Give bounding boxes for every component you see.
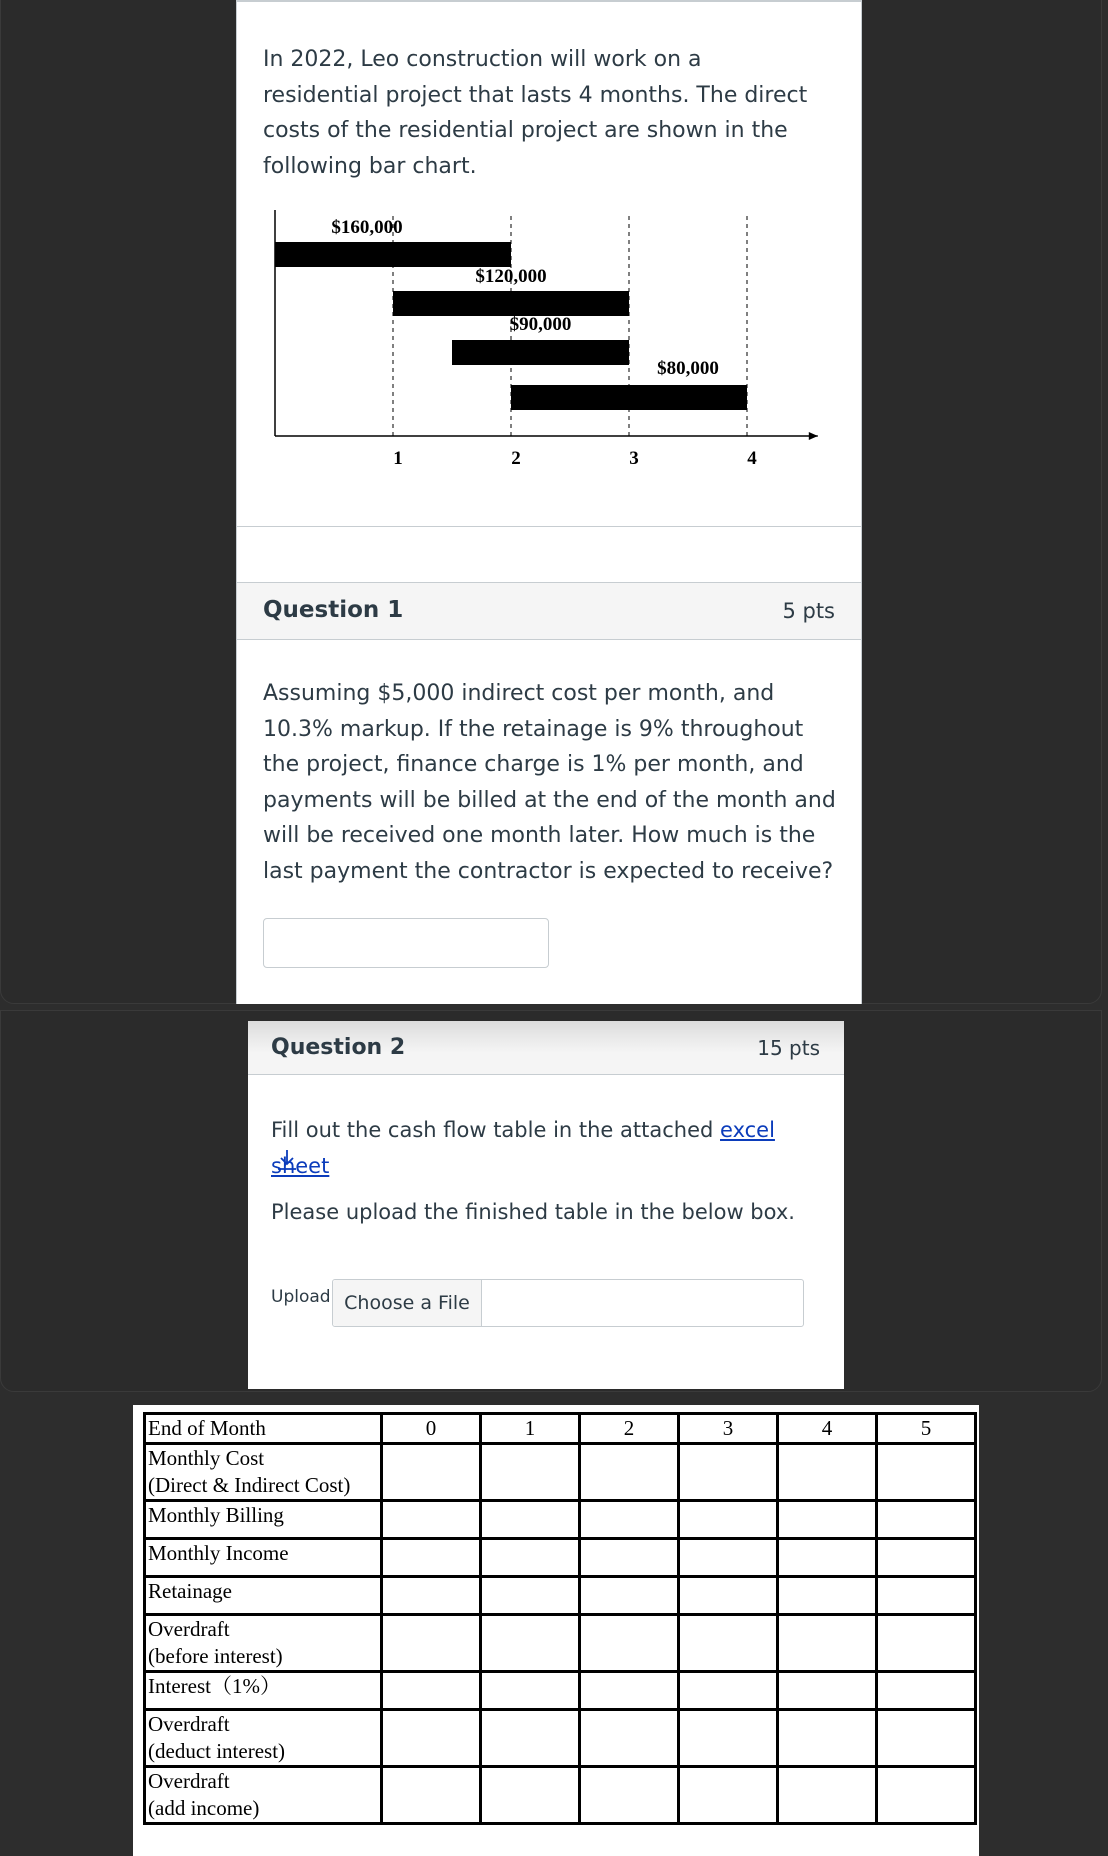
table-cell-month-4 xyxy=(778,1539,877,1577)
question-1-header xyxy=(237,582,861,640)
table-cell-month-3 xyxy=(679,1767,778,1824)
bar-cost-label-A: $160,000 xyxy=(331,217,403,238)
x-tick-label-1: 1 xyxy=(393,448,403,469)
header-month-4: 4 xyxy=(778,1414,877,1444)
table-row xyxy=(145,1672,976,1710)
question-2-text-prefix: Fill out the cash flow table in the attached xyxy=(271,1118,721,1142)
table-cell-month-4 xyxy=(778,1444,877,1501)
row-label xyxy=(145,1501,382,1539)
table-cell-month-4 xyxy=(778,1710,877,1767)
header-month-5: 5 xyxy=(877,1414,976,1444)
table-cell-month-4 xyxy=(778,1501,877,1539)
table-cell-month-3 xyxy=(679,1672,778,1710)
table-cell-month-2 xyxy=(580,1501,679,1539)
question-1-title: Question 1 xyxy=(263,597,404,623)
table-cell-month-2 xyxy=(580,1539,679,1577)
intro-text: In 2022, Leo construction will work on a residential project that lasts 4 months. The direct costs of the residential project are shown in the following bar chart. xyxy=(263,47,808,179)
table-cell-month-5 xyxy=(877,1577,976,1615)
table-row xyxy=(145,1444,976,1501)
x-tick-label-3: 3 xyxy=(629,448,639,469)
x-tick-label-2: 2 xyxy=(511,448,521,469)
table-cell-month-3 xyxy=(679,1444,778,1501)
table-cell-month-5 xyxy=(877,1767,976,1824)
row-label-line1: Overdraft xyxy=(148,1712,230,1736)
table-cell-month-0 xyxy=(382,1672,481,1710)
table-cell-month-5 xyxy=(877,1615,976,1672)
table-row xyxy=(145,1767,976,1824)
table-cell-month-1 xyxy=(481,1444,580,1501)
row-label-line1: Monthly Income xyxy=(148,1541,289,1565)
table-cell-month-0 xyxy=(382,1501,481,1539)
upload-instruction: Please upload the finished table in the below box. xyxy=(271,1200,795,1224)
question-2-points: 15 pts xyxy=(757,1036,820,1060)
table-row xyxy=(145,1710,976,1767)
question-2-title: Question 2 xyxy=(271,1035,406,1060)
cash-flow-table xyxy=(143,1412,977,1825)
table-cell-month-3 xyxy=(679,1710,778,1767)
table-row xyxy=(145,1501,976,1539)
table-cell-month-0 xyxy=(382,1767,481,1824)
bar-letter-B: B xyxy=(505,298,517,314)
table-cell-month-3 xyxy=(679,1501,778,1539)
table-row xyxy=(145,1577,976,1615)
table-cell-month-1 xyxy=(481,1539,580,1577)
row-label-line2: (before interest) xyxy=(148,1644,283,1668)
table-cell-month-0 xyxy=(382,1539,481,1577)
header-month-2: 2 xyxy=(580,1414,679,1444)
download-icon[interactable] xyxy=(274,1147,300,1173)
table-cell-month-4 xyxy=(778,1767,877,1824)
header-month-0: 0 xyxy=(382,1414,481,1444)
bar-letter-D: D xyxy=(623,394,635,410)
row-label xyxy=(145,1710,382,1767)
table-cell-month-5 xyxy=(877,1710,976,1767)
table-header-row xyxy=(145,1414,976,1444)
bar-cost-label-D: $80,000 xyxy=(657,358,719,379)
row-label xyxy=(145,1672,382,1710)
row-label-line2: (deduct interest) xyxy=(148,1739,286,1763)
table-cell-month-0 xyxy=(382,1710,481,1767)
row-label-line1: Monthly Cost xyxy=(148,1446,265,1470)
table-cell-month-2 xyxy=(580,1615,679,1672)
table-cell-month-0 xyxy=(382,1615,481,1672)
bar-letter-C: C xyxy=(535,347,546,363)
table-cell-month-0 xyxy=(382,1444,481,1501)
table-cell-month-5 xyxy=(877,1672,976,1710)
table-cell-month-2 xyxy=(580,1444,679,1501)
table-cell-month-3 xyxy=(679,1577,778,1615)
header-end-of-month: End of Month xyxy=(145,1414,382,1444)
row-label-line1: Overdraft xyxy=(148,1769,230,1793)
row-label-line1: Interest（1%） xyxy=(148,1674,281,1698)
cost-bar-chart xyxy=(237,202,861,482)
table-row xyxy=(145,1615,976,1672)
table-row xyxy=(145,1539,976,1577)
row-label-line1: Monthly Billing xyxy=(148,1503,284,1527)
x-tick-label-4: 4 xyxy=(747,448,757,469)
table-cell-month-4 xyxy=(778,1615,877,1672)
header-month-1: 1 xyxy=(481,1414,580,1444)
table-cell-month-2 xyxy=(580,1577,679,1615)
upload-label: Upload xyxy=(271,1287,331,1307)
row-label xyxy=(145,1444,382,1501)
question-2-text xyxy=(271,1113,831,1184)
table-cell-month-5 xyxy=(877,1539,976,1577)
question-2-header xyxy=(248,1021,844,1075)
question-1-points: 5 pts xyxy=(782,599,835,623)
table-cell-month-1 xyxy=(481,1501,580,1539)
table-cell-month-2 xyxy=(580,1767,679,1824)
bar-letter-A: A xyxy=(387,249,399,265)
row-label-line1: Retainage xyxy=(148,1579,232,1603)
x-axis-arrow xyxy=(809,432,818,440)
chart-divider xyxy=(237,526,861,527)
table-cell-month-1 xyxy=(481,1615,580,1672)
table-cell-month-2 xyxy=(580,1710,679,1767)
table-cell-month-4 xyxy=(778,1672,877,1710)
bar-cost-label-B: $120,000 xyxy=(475,266,547,287)
table-cell-month-1 xyxy=(481,1577,580,1615)
bar-cost-label-C: $90,000 xyxy=(509,314,572,335)
table-cell-month-2 xyxy=(580,1672,679,1710)
header-month-3: 3 xyxy=(679,1414,778,1444)
table-cell-month-5 xyxy=(877,1501,976,1539)
row-label-line2: (Direct & Indirect Cost) xyxy=(148,1473,351,1497)
table-cell-month-1 xyxy=(481,1767,580,1824)
row-label-line1: Overdraft xyxy=(148,1617,230,1641)
question-1-answer-input[interactable] xyxy=(263,918,549,968)
table-cell-month-4 xyxy=(778,1577,877,1615)
file-upload-field[interactable] xyxy=(332,1279,804,1327)
row-label xyxy=(145,1767,382,1824)
choose-file-button[interactable]: Choose a File xyxy=(333,1280,482,1326)
table-cell-month-3 xyxy=(679,1539,778,1577)
quiz-panel-2 xyxy=(248,1021,844,1389)
row-label-line2: (add income) xyxy=(148,1796,260,1820)
table-cell-month-5 xyxy=(877,1444,976,1501)
table-cell-month-3 xyxy=(679,1615,778,1672)
quiz-panel-1 xyxy=(236,0,862,1004)
table-cell-month-1 xyxy=(481,1710,580,1767)
cash-flow-table-image xyxy=(133,1405,979,1856)
question-1-text: Assuming $5,000 indirect cost per month, and 10.3% markup. If the retainage is 9% throughout the project, finance charge is 1% per month, and payments will be billed at the end of the month and will be received one month later. How much is the last payment the contractor is expected to receive? xyxy=(263,681,836,884)
excel-sheet-link[interactable]: excel sheet xyxy=(271,1118,775,1178)
table-cell-month-0 xyxy=(382,1577,481,1615)
row-label xyxy=(145,1577,382,1615)
row-label xyxy=(145,1539,382,1577)
row-label xyxy=(145,1615,382,1672)
table-cell-month-1 xyxy=(481,1672,580,1710)
